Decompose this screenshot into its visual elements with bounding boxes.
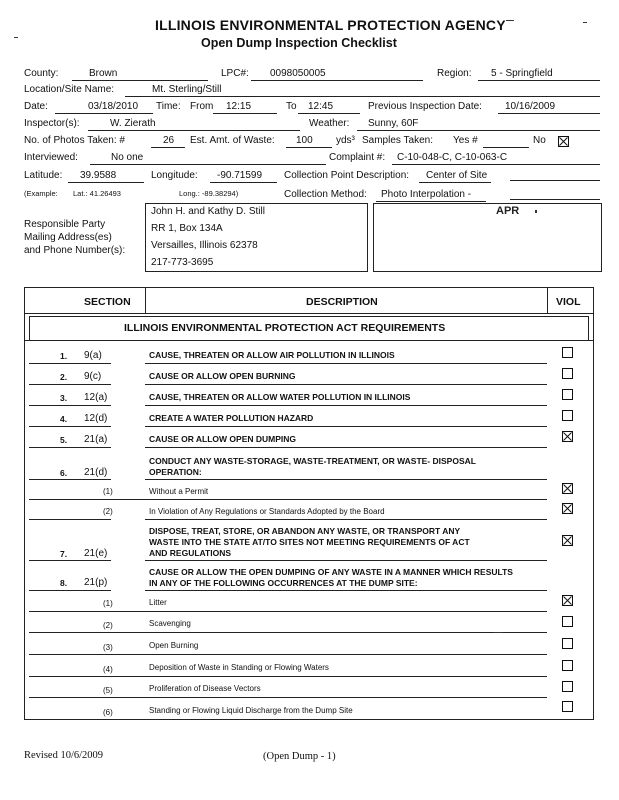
revised-date: Revised 10/6/2009 [24,750,104,761]
lpc-value[interactable]: 0098050005 [270,68,326,79]
collection-method-label: Collection Method: [284,189,367,200]
row-separator [29,426,111,427]
sub-item-description: Deposition of Waste in Standing or Flowing Waters [149,663,329,672]
complaint-value[interactable]: C-10-048-C, C-10-063-C [397,152,508,163]
sub-item-number: (3) [103,643,113,652]
row-description: CAUSE OR ALLOW OPEN BURNING [149,371,296,381]
sub-item-number: (2) [103,507,113,516]
interviewed-value[interactable]: No one [111,152,144,163]
responsible-party-label: Responsible Party [24,219,106,230]
interviewed-label: Interviewed: [24,152,78,163]
time-label: Time: [156,101,181,112]
row-separator [29,697,547,698]
row-section: 21(a) [84,434,108,445]
row-description: CREATE A WATER POLLUTION HAZARD [149,413,314,423]
row-section: 21(e) [84,548,108,559]
waste-underline [286,147,332,148]
received-stamp: APR [496,205,520,217]
photos-underline [151,147,185,148]
row-number: 8. [60,578,68,588]
party-line: John H. and Kathy D. Still [151,206,265,217]
row-number: 6. [60,468,68,478]
county-label: County: [24,68,59,79]
waste-label: Est. Amt. of Waste: [190,135,275,146]
section-column-header: SECTION [84,296,131,308]
prev-inspection-underline [498,113,600,114]
act-inner-left [29,316,30,340]
mailing-address-label: Mailing Address(es) [24,232,112,243]
time-to-label: To [286,101,297,112]
row-separator [29,499,547,500]
collection-method-value[interactable]: Photo Interpolation - [381,189,472,200]
sub-item-description: Open Burning [149,641,199,650]
row-separator [145,405,547,406]
row-number: 2. [60,372,68,382]
description-column-header: DESCRIPTION [306,296,378,308]
longitude-underline [210,182,277,183]
row-number: 1. [60,351,68,361]
longitude-label: Longitude: [151,170,198,181]
location-underline [125,96,600,97]
example-label: (Example: [24,189,58,198]
time-from-label: From [190,101,214,112]
row-separator [29,632,547,633]
row-number: 5. [60,435,68,445]
party-line: 217-773-3695 [151,257,214,268]
row-number: 7. [60,549,68,559]
time-from-underline [213,113,277,114]
collection-point-value[interactable]: Center of Site [426,170,488,181]
row-description: OPERATION: [149,467,202,477]
violation-checkbox[interactable] [562,483,573,494]
violation-checkbox[interactable] [562,347,573,358]
second-party-box[interactable] [373,203,602,272]
county-value[interactable]: Brown [89,68,118,79]
act-requirements-heading: ILLINOIS ENVIRONMENTAL PROTECTION ACT REQUIREMENTS [124,322,446,334]
row-separator [145,426,547,427]
sub-item-description: In Violation of Any Regulations or Standards Adopted by the Board [149,507,385,516]
row-separator [29,447,111,448]
samples-label: Samples Taken: [362,135,433,146]
row-section: 9(a) [84,350,102,361]
row-description: DISPOSE, TREAT, STORE, OR ABANDON ANY WASTE, OR TRANSPORT ANY [149,526,461,536]
location-label: Location/Site Name: [24,84,115,95]
scan-mark-line [510,180,600,181]
scan-speck [583,22,587,23]
row-description: CAUSE OR ALLOW THE OPEN DUMPING OF ANY WASTE IN A MANNER WHICH RESULTS [149,567,513,577]
violation-checkbox[interactable] [562,595,573,606]
row-description: CONDUCT ANY WASTE-STORAGE, WASTE-TREATMENT, OR WASTE- DISPOSAL [149,456,476,466]
section-column-divider [145,287,146,313]
violation-checkbox[interactable] [562,503,573,514]
row-description: CAUSE, THREATEN OR ALLOW WATER POLLUTION IN ILLINOIS [149,392,411,402]
sub-item-number: (2) [103,621,113,630]
row-separator [145,363,547,364]
row-description: IN ANY OF THE FOLLOWING OCCURRENCES AT THE DUMP SITE: [149,578,418,588]
inspector-label: Inspector(s): [24,118,80,129]
table-top [24,287,593,288]
waste-unit: yds³ [336,135,355,146]
sub-item-description: Without a Permit [149,487,209,496]
sub-item-number: (4) [103,665,113,674]
collection-point-underline [419,182,491,183]
row-separator [145,384,547,385]
sub-item-number: (1) [103,599,113,608]
row-separator [145,519,547,520]
longitude-value[interactable]: -90.71599 [217,170,263,181]
longitude-example: Long.: -89.38294) [179,189,239,198]
phone-number-label: and Phone Number(s): [24,245,126,256]
sub-item-number: (5) [103,686,113,695]
act-heading-bottom [24,340,593,341]
row-section: 21(p) [84,577,108,588]
weather-value[interactable]: Sunny, 60F [368,118,419,129]
violation-checkbox[interactable] [562,389,573,400]
checklist-title: Open Dump Inspection Checklist [201,36,397,50]
row-section: 21(d) [84,467,108,478]
row-separator [29,405,111,406]
weather-underline [357,130,600,131]
inspector-value[interactable]: W. Zierath [110,118,156,129]
weather-label: Weather: [309,118,350,129]
prev-inspection-value[interactable]: 10/16/2009 [505,101,556,112]
sub-item-description: Scavenging [149,619,191,628]
agency-title: ILLINOIS ENVIRONMENTAL PROTECTION AGENCY [155,17,506,33]
lpc-underline [251,80,423,81]
sub-item-description: Litter [149,598,167,607]
latitude-value[interactable]: 39.9588 [80,170,117,181]
prev-inspection-label: Previous Inspection Date: [368,101,482,112]
row-description: WASTE INTO THE STATE AT/TO SITES NOT MEETING REQUIREMENTS OF ACT [149,537,470,547]
interviewed-underline [90,164,326,165]
scan-speck [535,210,537,213]
violation-checkbox[interactable] [562,410,573,421]
table-right-border [593,287,594,720]
row-section: 12(a) [84,392,108,403]
samples-yes-underline [483,147,529,148]
latitude-label: Latitude: [24,170,63,181]
region-underline [478,80,600,81]
location-value[interactable]: Mt. Sterling/Still [152,84,222,95]
party-line: RR 1, Box 134A [151,223,223,234]
act-inner-top [29,316,588,317]
violation-checkbox[interactable] [562,660,573,671]
region-value[interactable]: 5 - Springfield [491,68,553,79]
row-separator [29,611,547,612]
viol-column-divider [547,287,548,313]
sub-item-description: Proliferation of Disease Vectors [149,684,261,693]
region-label: Region: [437,68,472,79]
table-bottom [24,719,593,720]
row-separator [145,590,547,591]
date-label: Date: [24,101,48,112]
row-description: CAUSE OR ALLOW OPEN DUMPING [149,434,297,444]
violation-checkbox[interactable] [562,368,573,379]
violation-checkbox[interactable] [562,701,573,712]
lpc-label: LPC#: [221,68,249,79]
date-underline [55,113,153,114]
sub-item-number: (1) [103,487,113,496]
act-inner-right [588,316,589,340]
latitude-example: Lat.: 41.26493 [73,189,121,198]
viol-column-header: VIOL [556,296,581,308]
photos-label: No. of Photos Taken: # [24,135,125,146]
row-description: AND REGULATIONS [149,548,232,558]
complaint-label: Complaint #: [329,152,386,163]
time-to-underline [298,113,360,114]
row-separator [145,479,547,480]
scan-speck [506,20,514,21]
row-separator [29,519,111,520]
samples-no-checkbox[interactable] [558,136,569,147]
scan-mark-line [510,199,600,200]
photos-value[interactable]: 26 [163,135,175,146]
collection-method-underline [376,201,486,202]
row-section: 12(d) [84,413,108,424]
samples-no-label: No [533,135,546,146]
county-underline [72,80,208,81]
row-description: CAUSE, THREATEN OR ALLOW AIR POLLUTION IN ILLINOIS [149,350,395,360]
inspector-underline [88,130,300,131]
sub-item-description: Standing or Flowing Liquid Discharge from the Dump Site [149,706,353,715]
scan-speck [493,632,503,633]
time-from-value[interactable]: 12:15 [226,101,252,112]
violation-checkbox[interactable] [562,638,573,649]
row-separator [29,654,547,655]
sub-item-number: (6) [103,708,113,717]
time-to-value[interactable]: 12:45 [308,101,334,112]
table-header-bottom [24,313,593,314]
row-number: 4. [60,414,68,424]
latitude-underline [68,182,144,183]
violation-checkbox[interactable] [562,431,573,442]
party-line: Versailles, Illinois 62378 [151,240,258,251]
violation-checkbox[interactable] [562,616,573,627]
row-separator [29,479,111,480]
collection-point-label: Collection Point Description: [284,170,410,181]
scan-speck [14,37,18,38]
page-label: (Open Dump - 1) [263,751,336,762]
waste-value[interactable]: 100 [296,135,313,146]
row-number: 3. [60,393,68,403]
complaint-underline [392,164,600,165]
samples-yes-label: Yes # [453,135,478,146]
row-separator [145,560,547,561]
row-separator [29,384,111,385]
date-value[interactable]: 03/18/2010 [88,101,139,112]
violation-checkbox[interactable] [562,535,573,546]
row-separator [29,363,111,364]
row-separator [29,676,547,677]
row-separator [29,560,111,561]
violation-checkbox[interactable] [562,681,573,692]
row-section: 9(c) [84,371,102,382]
row-separator [29,590,111,591]
row-separator [145,447,547,448]
table-left-border [24,287,25,720]
